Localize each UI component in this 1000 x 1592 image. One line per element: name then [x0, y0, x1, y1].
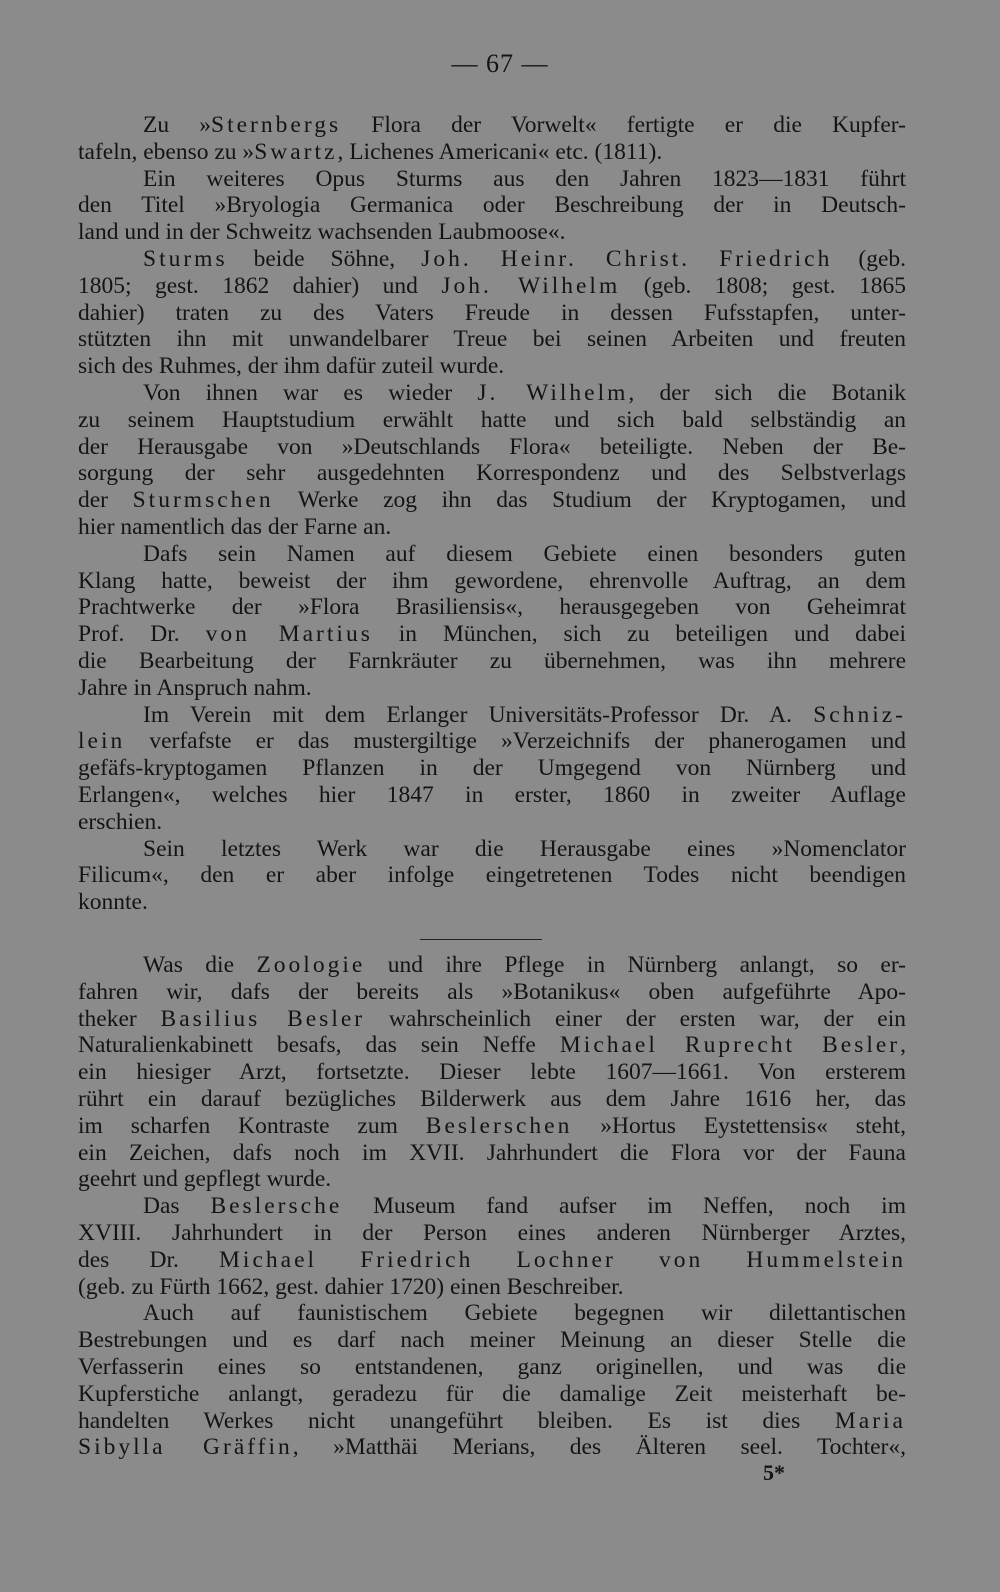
text-fragment: gefäfs-kryptogamen Pflanzen in der Umgegend von Nürnberg und [78, 755, 906, 782]
text-line [78, 952, 906, 979]
text-line [78, 300, 906, 327]
text-line [78, 1113, 906, 1140]
page-number: — 67 — [451, 49, 549, 78]
text-line [78, 460, 906, 487]
text-fragment: sich des Ruhmes, der ihm dafür zuteil wurde. [78, 353, 505, 380]
spaced-name: Beslerschen [425, 1112, 573, 1139]
printer-signature-mark: 5* [763, 1460, 785, 1485]
spaced-name: Basilius Besler [160, 1005, 366, 1032]
text-line [78, 326, 906, 353]
text-fragment: zu seinem Hauptstudium erwählt hatte und sich bald selbständig an [78, 406, 906, 433]
text-fragment: (geb. 1808; gest. 1865 [620, 272, 906, 299]
text-line [78, 1434, 906, 1461]
text-line [78, 246, 906, 273]
spaced-name: Sternbergs [211, 112, 342, 138]
text-line [78, 1086, 906, 1113]
text-line [78, 889, 906, 916]
text-line [78, 541, 906, 568]
text-line [78, 862, 906, 889]
text-line [78, 621, 906, 648]
text-fragment: sorgung der sehr ausgedehnten Korrespondenz und des Selbstverlags [78, 460, 906, 487]
text-line [78, 836, 906, 863]
text-line [78, 648, 906, 675]
text-line [78, 407, 906, 434]
text-fragment: wahrscheinlich einer der ersten war, der ein [365, 1005, 906, 1032]
spaced-name: J. Wilhelm [477, 379, 629, 406]
text-fragment: Klang hatte, beweist der ihm gewordene, ehrenvolle Auftrag, an dem [78, 567, 906, 594]
text-line [78, 568, 906, 595]
text-fragment: Erlangen«, welches hier 1847 in erster, 1860 in zweiter Auflage [78, 781, 906, 808]
text-fragment: Flora der Vorwelt« fertigte er die Kupfer- [341, 112, 906, 138]
text-fragment: verfafste er das mustergiltige »Verzeichnifs der phanerogamen und [125, 728, 906, 755]
text-line [78, 166, 906, 193]
text-fragment: in München, sich zu beteiligen und dabei [372, 621, 906, 648]
text-fragment: theker [78, 1005, 161, 1032]
text-fragment: beide Söhne, [227, 245, 422, 272]
text-fragment: erschien. [78, 808, 163, 835]
text-fragment: stützten ihn mit unwandelbarer Treue bei seinen Arbeiten und freuten [78, 326, 906, 353]
text-line [78, 219, 906, 246]
text-line [78, 273, 906, 300]
text-line [78, 755, 906, 782]
text-fragment: land und in der Schweitz wachsenden Laubmoose«. [78, 219, 566, 246]
text-fragment: geehrt und gepflegt wurde. [78, 1166, 332, 1193]
spaced-name: Beslersche [210, 1193, 343, 1220]
text-line [78, 192, 906, 219]
text-fragment: XVIII. Jahrhundert in der Person eines anderen Nürnberger Arztes, [78, 1219, 906, 1246]
text-fragment: im scharfen Kontraste zum [78, 1112, 426, 1139]
text-line [78, 139, 906, 166]
text-fragment: dahier) traten zu des Vaters Freude in dessen Fufsstapfen, unter- [78, 299, 906, 326]
text-line [78, 728, 906, 755]
text-line [78, 380, 906, 407]
text-line [78, 434, 906, 461]
text-fragment: der Herausgabe von »Deutschlands Flora« beteiligte. Neben der Be- [78, 433, 906, 460]
text-fragment: Kupferstiche anlangt, geradezu für die damalige Zeit meisterhaft be- [78, 1380, 906, 1407]
spaced-name: Michael Friedrich Lochner von Hummelstein [219, 1246, 906, 1273]
text-fragment: handelten Werkes nicht unangeführt bleiben. Es ist dies [78, 1407, 835, 1434]
text-line [78, 514, 906, 541]
text-fragment: , der sich die Botanik [628, 379, 906, 406]
text-fragment: , Lichenes Americani« etc. (1811). [337, 138, 663, 165]
spaced-name: Sibylla Gräffin [78, 1434, 293, 1461]
text-fragment: Prachtwerke der »Flora Brasiliensis«, herausgegeben von Geheimrat [78, 594, 906, 621]
text-fragment: die Bearbeitung der Farnkräuter zu übernehmen, was ihn mehrere [78, 647, 906, 674]
text-fragment: Naturalienkabinett besafs, das sein Neffe [78, 1032, 560, 1059]
text-fragment: Das [143, 1193, 211, 1220]
text-fragment: Ein weiteres Opus Sturms aus den Jahren 1823—1831 führt [143, 165, 906, 192]
text-fragment: und ihre Pflege in Nürnberg anlangt, so er- [365, 952, 906, 978]
text-fragment: Zu » [143, 112, 212, 138]
text-fragment: rührt ein darauf bezügliches Bilderwerk aus dem Jahre 1616 her, das [78, 1085, 906, 1112]
text-line [78, 675, 906, 702]
text-line [78, 1006, 906, 1033]
text-line [78, 594, 906, 621]
text-fragment: »Hortus Eystettensis« steht, [572, 1112, 906, 1139]
text-line [78, 1193, 906, 1220]
text-fragment: Werke zog ihn das Studium der Kryptogamen, und [273, 487, 906, 514]
section-divider [420, 939, 542, 940]
text-line [78, 1220, 906, 1247]
text-line [78, 1381, 906, 1408]
text-fragment: Museum fand aufser im Neffen, noch im [342, 1193, 906, 1220]
text-line [78, 1300, 906, 1327]
text-line [78, 353, 906, 380]
text-fragment: , »Matthäi Merians, des Älteren seel. Tochter«, [292, 1434, 906, 1461]
text-fragment: tafeln, ebenso zu » [78, 138, 255, 165]
text-fragment: Verfasserin eines so entstandenen, ganz originellen, und was die [78, 1353, 906, 1380]
text-line [78, 1274, 906, 1301]
text-fragment: Im Verein mit dem Erlanger Universitäts-Professor Dr. A. [143, 701, 814, 728]
section-zoology-text [78, 952, 906, 1461]
spaced-name: Sturmschen [132, 487, 274, 514]
section-botany-text [78, 112, 906, 916]
text-line [78, 112, 906, 139]
text-fragment: Sein letztes Werk war die Herausgabe eines »Nomenclator [143, 835, 906, 862]
text-line [78, 487, 906, 514]
spaced-name: lein [78, 728, 126, 755]
text-line [78, 782, 906, 809]
text-line [78, 1140, 906, 1167]
text-line [78, 1247, 906, 1274]
text-line [78, 1166, 906, 1193]
text-fragment: konnte. [78, 889, 148, 916]
text-fragment: ein Zeichen, dafs noch im XVII. Jahrhundert die Flora vor der Fauna [78, 1139, 906, 1166]
text-fragment: Filicum«, den er aber infolge eingetretenen Todes nicht beendigen [78, 862, 906, 889]
text-fragment: ein hiesiger Arzt, fortsetzte. Dieser lebte 1607—1661. Von ersterem [78, 1059, 906, 1086]
text-fragment: 1805; gest. 1862 dahier) und [78, 272, 442, 299]
text-fragment: des Dr. [78, 1246, 220, 1273]
text-fragment: Prof. Dr. [78, 621, 206, 648]
spaced-name: Joh. Wilhelm [441, 272, 621, 299]
text-fragment: Bestrebungen und es darf nach meiner Meinung an dieser Stelle die [78, 1327, 906, 1354]
spaced-name: Sturms [143, 245, 228, 272]
text-line [78, 979, 906, 1006]
text-line [78, 1059, 906, 1086]
text-line [78, 1327, 906, 1354]
text-fragment: (geb. [832, 245, 906, 272]
text-fragment: Auch auf faunistischem Gebiete begegnen wir dilettantischen [143, 1300, 906, 1327]
spaced-name: Joh. Heinr. Christ. Friedrich [421, 245, 833, 272]
text-fragment: Dafs sein Namen auf diesem Gebiete einen besonders guten [143, 540, 906, 567]
text-line [78, 702, 906, 729]
spaced-name: Michael Ruprecht Besler [559, 1032, 901, 1059]
text-line [78, 1354, 906, 1381]
spaced-name: Schniz- [813, 701, 906, 728]
text-fragment: Von ihnen war es wieder [143, 379, 478, 406]
spaced-name: Zoologie [256, 952, 366, 978]
text-fragment: , [900, 1032, 906, 1059]
text-fragment: fahren wir, dafs der bereits als »Botanikus« oben aufgeführte Apo- [78, 978, 906, 1005]
text-line [78, 1408, 906, 1435]
text-fragment: den Titel »Bryologia Germanica oder Beschreibung der in Deutsch- [78, 192, 906, 219]
text-fragment: der [78, 487, 133, 514]
text-fragment: (geb. zu Fürth 1662, gest. dahier 1720) einen Beschreiber. [78, 1273, 624, 1300]
spaced-name: von Martius [205, 621, 373, 648]
spaced-name: Swartz [254, 138, 338, 165]
text-line [78, 1032, 906, 1059]
text-line [78, 809, 906, 836]
text-fragment: hier namentlich das der Farne an. [78, 513, 392, 540]
spaced-name: Maria [834, 1407, 906, 1434]
text-fragment: Was die [143, 952, 257, 978]
text-fragment: Jahre in Anspruch nahm. [78, 674, 312, 701]
